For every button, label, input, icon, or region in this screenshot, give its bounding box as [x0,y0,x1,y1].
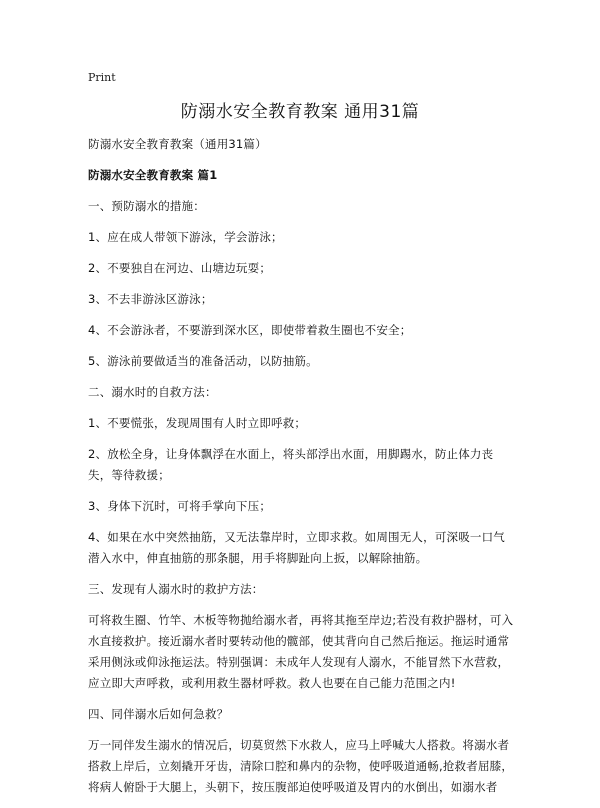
paragraph: 三、发现有人溺水时的救护方法： [88,582,264,596]
section-heading: 防溺水安全教育教案 篇1 [88,168,218,182]
print-label[interactable]: Print [88,71,116,84]
doc-subtitle: 防溺水安全教育教案（通用31篇） [88,137,267,151]
paragraph: 5、游泳前要做适当的准备活动，以防抽筋。 [88,354,318,368]
paragraph: 4、不会游泳者，不要游到深水区，即使带着救生圈也不安全； [88,323,412,337]
paragraph: 二、溺水时的自救方法： [88,385,217,399]
paragraph: 3、身体下沉时，可将手掌向下压； [88,499,272,513]
paragraph: 一、预防溺水的措施： [88,199,205,213]
document-title: 防溺水安全教育教案 通用31篇 [180,102,420,122]
paragraph: 1、应在成人带领下游泳，学会游泳； [88,230,283,244]
paragraph: 3、不去非游泳区游泳； [88,292,213,306]
paragraph: 2、放松全身，让身体飘浮在水面上，将头部浮出水面，用脚踢水，防止体力丧失，等待救援； [88,447,494,482]
document-body [88,134,516,808]
paragraph: 1、不要慌张，发现周围有人时立即呼救； [88,416,307,430]
paragraph: 可将救生圈、竹竿、木板等物抛给溺水者，再将其拖至岸边;若没有救护器材，可入水直接救护。接近溺水者时要转动他的髋部，使其背向自己然后拖运。拖运时通常采用侧泳或仰泳拖运法。特别强调：未成年人发现有人溺水，不能冒然下水营救，应立即大声呼救，或利用救生器材呼救。救人也要在自己能力范围之内! [88,613,514,690]
paragraph: 4、如果在水中突然抽筋，又无法靠岸时，立即求救。如周围无人，可深吸一口气潜入水中，伸直抽筋的那条腿，用手将脚趾向上扳，以解除抽筋。 [88,530,506,565]
paragraph: 万一同伴发生溺水的情况后，切莫贸然下水救人，应马上呼喊大人搭救。将溺水者搭救上岸后，立刻撬开牙齿，清除口腔和鼻内的杂物，使呼吸道通畅,抢救者屈膝，将病人俯卧于大腿上，头朝下，按压腹部迫使呼吸道及胃内的水倒出，如溺水者 [88,738,514,794]
paragraph: 四、同伴溺水后如何急救？ [88,707,229,721]
paragraph: 2、不要独自在河边、山塘边玩耍； [88,261,272,275]
